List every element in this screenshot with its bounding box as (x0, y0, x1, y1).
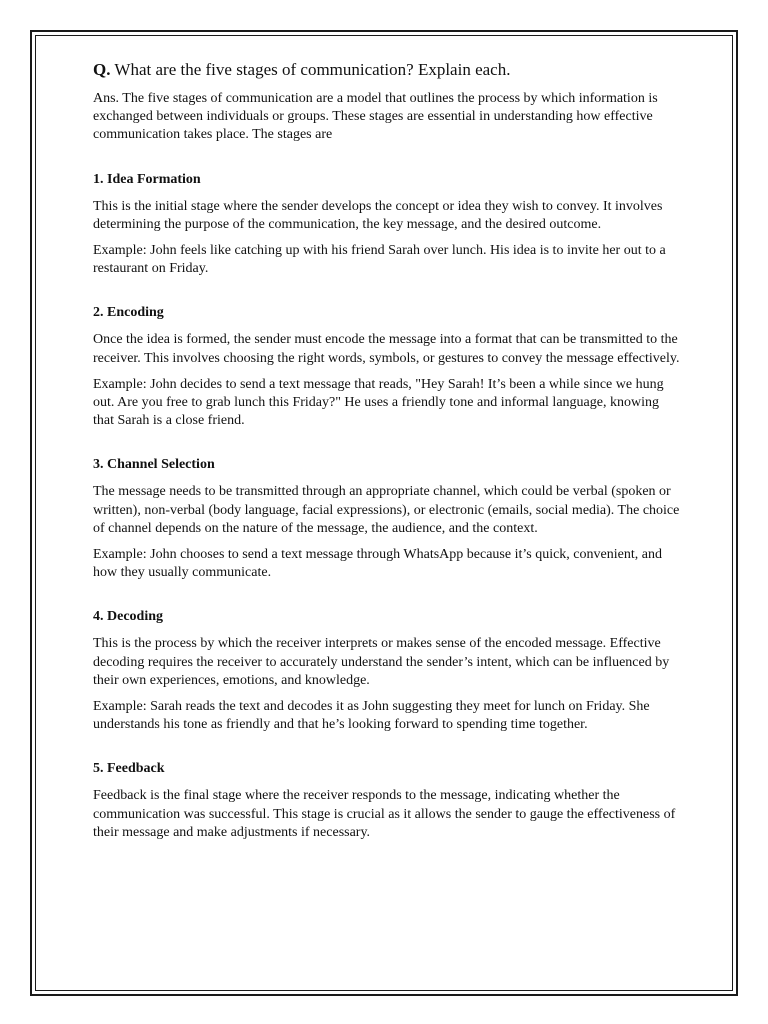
stage-example: Example: John chooses to send a text message through WhatsApp because it’s quick, convenient, and how they usually communicate. (93, 547, 662, 581)
stage-encoding (93, 304, 683, 430)
stage-description: The message needs to be transmitted through an appropriate channel, which could be verbal (spoken or written), non-verbal (body language, facial expressions), or electronic (emails, social media). The choice of channel depends on the nature of the message, the audience, and the context. (93, 484, 680, 536)
stage-example: Example: Sarah reads the text and decodes it as John suggesting they meet for lunch on Friday. She understands his tone as friendly and that he’s looking forward to spending time together. (93, 699, 650, 733)
stage-heading: 3. Channel Selection (93, 457, 215, 473)
answer-intro: Ans. The five stages of communication are a model that outlines the process by which information is exchanged between individuals or groups. These stages are essential in understanding how effective communication takes place. The stages are (93, 91, 658, 143)
question-line (93, 58, 683, 82)
stage-description: This is the initial stage where the sender develops the concept or idea they wish to convey. It involves determining the purpose of the communication, the key message, and the desired outcome. (93, 198, 663, 232)
document-body (93, 58, 683, 850)
stage-idea-formation (93, 171, 683, 279)
question-prefix: Q. (93, 60, 111, 79)
stage-description: This is the process by which the receiver interprets or makes sense of the encoded message. Effective decoding requires the receiver to accurately understand the sender’s intent, which can be influenced by their own experiences, emotions, and knowledge. (93, 636, 670, 688)
stage-heading: 4. Decoding (93, 609, 163, 625)
stage-decoding (93, 608, 683, 734)
stage-description: Once the idea is formed, the sender must encode the message into a format that can be transmitted to the receiver. This involves choosing the right words, symbols, or gestures to convey the message effectively. (93, 332, 680, 366)
stage-example: Example: John feels like catching up with his friend Sarah over lunch. His idea is to invite her out to a restaurant on Friday. (93, 243, 666, 277)
stage-heading: 5. Feedback (93, 761, 165, 777)
stage-example: Example: John decides to send a text message that reads, "Hey Sarah! It’s been a while since we hung out. Are you free to grab lunch this Friday?" He uses a friendly tone and informal language, knowing that Sarah is a close friend. (93, 376, 664, 429)
stage-description: Feedback is the final stage where the receiver responds to the message, indicating whether the communication was successful. This stage is crucial as it allows the sender to gauge the effectiveness of their message and make adjustments if necessary. (93, 788, 676, 840)
stage-heading: 2. Encoding (93, 305, 164, 321)
stage-channel-selection (93, 456, 683, 582)
question-text: What are the five stages of communication? Explain each. (110, 60, 511, 79)
stage-heading: 1. Idea Formation (93, 171, 201, 187)
stage-feedback (93, 760, 683, 842)
